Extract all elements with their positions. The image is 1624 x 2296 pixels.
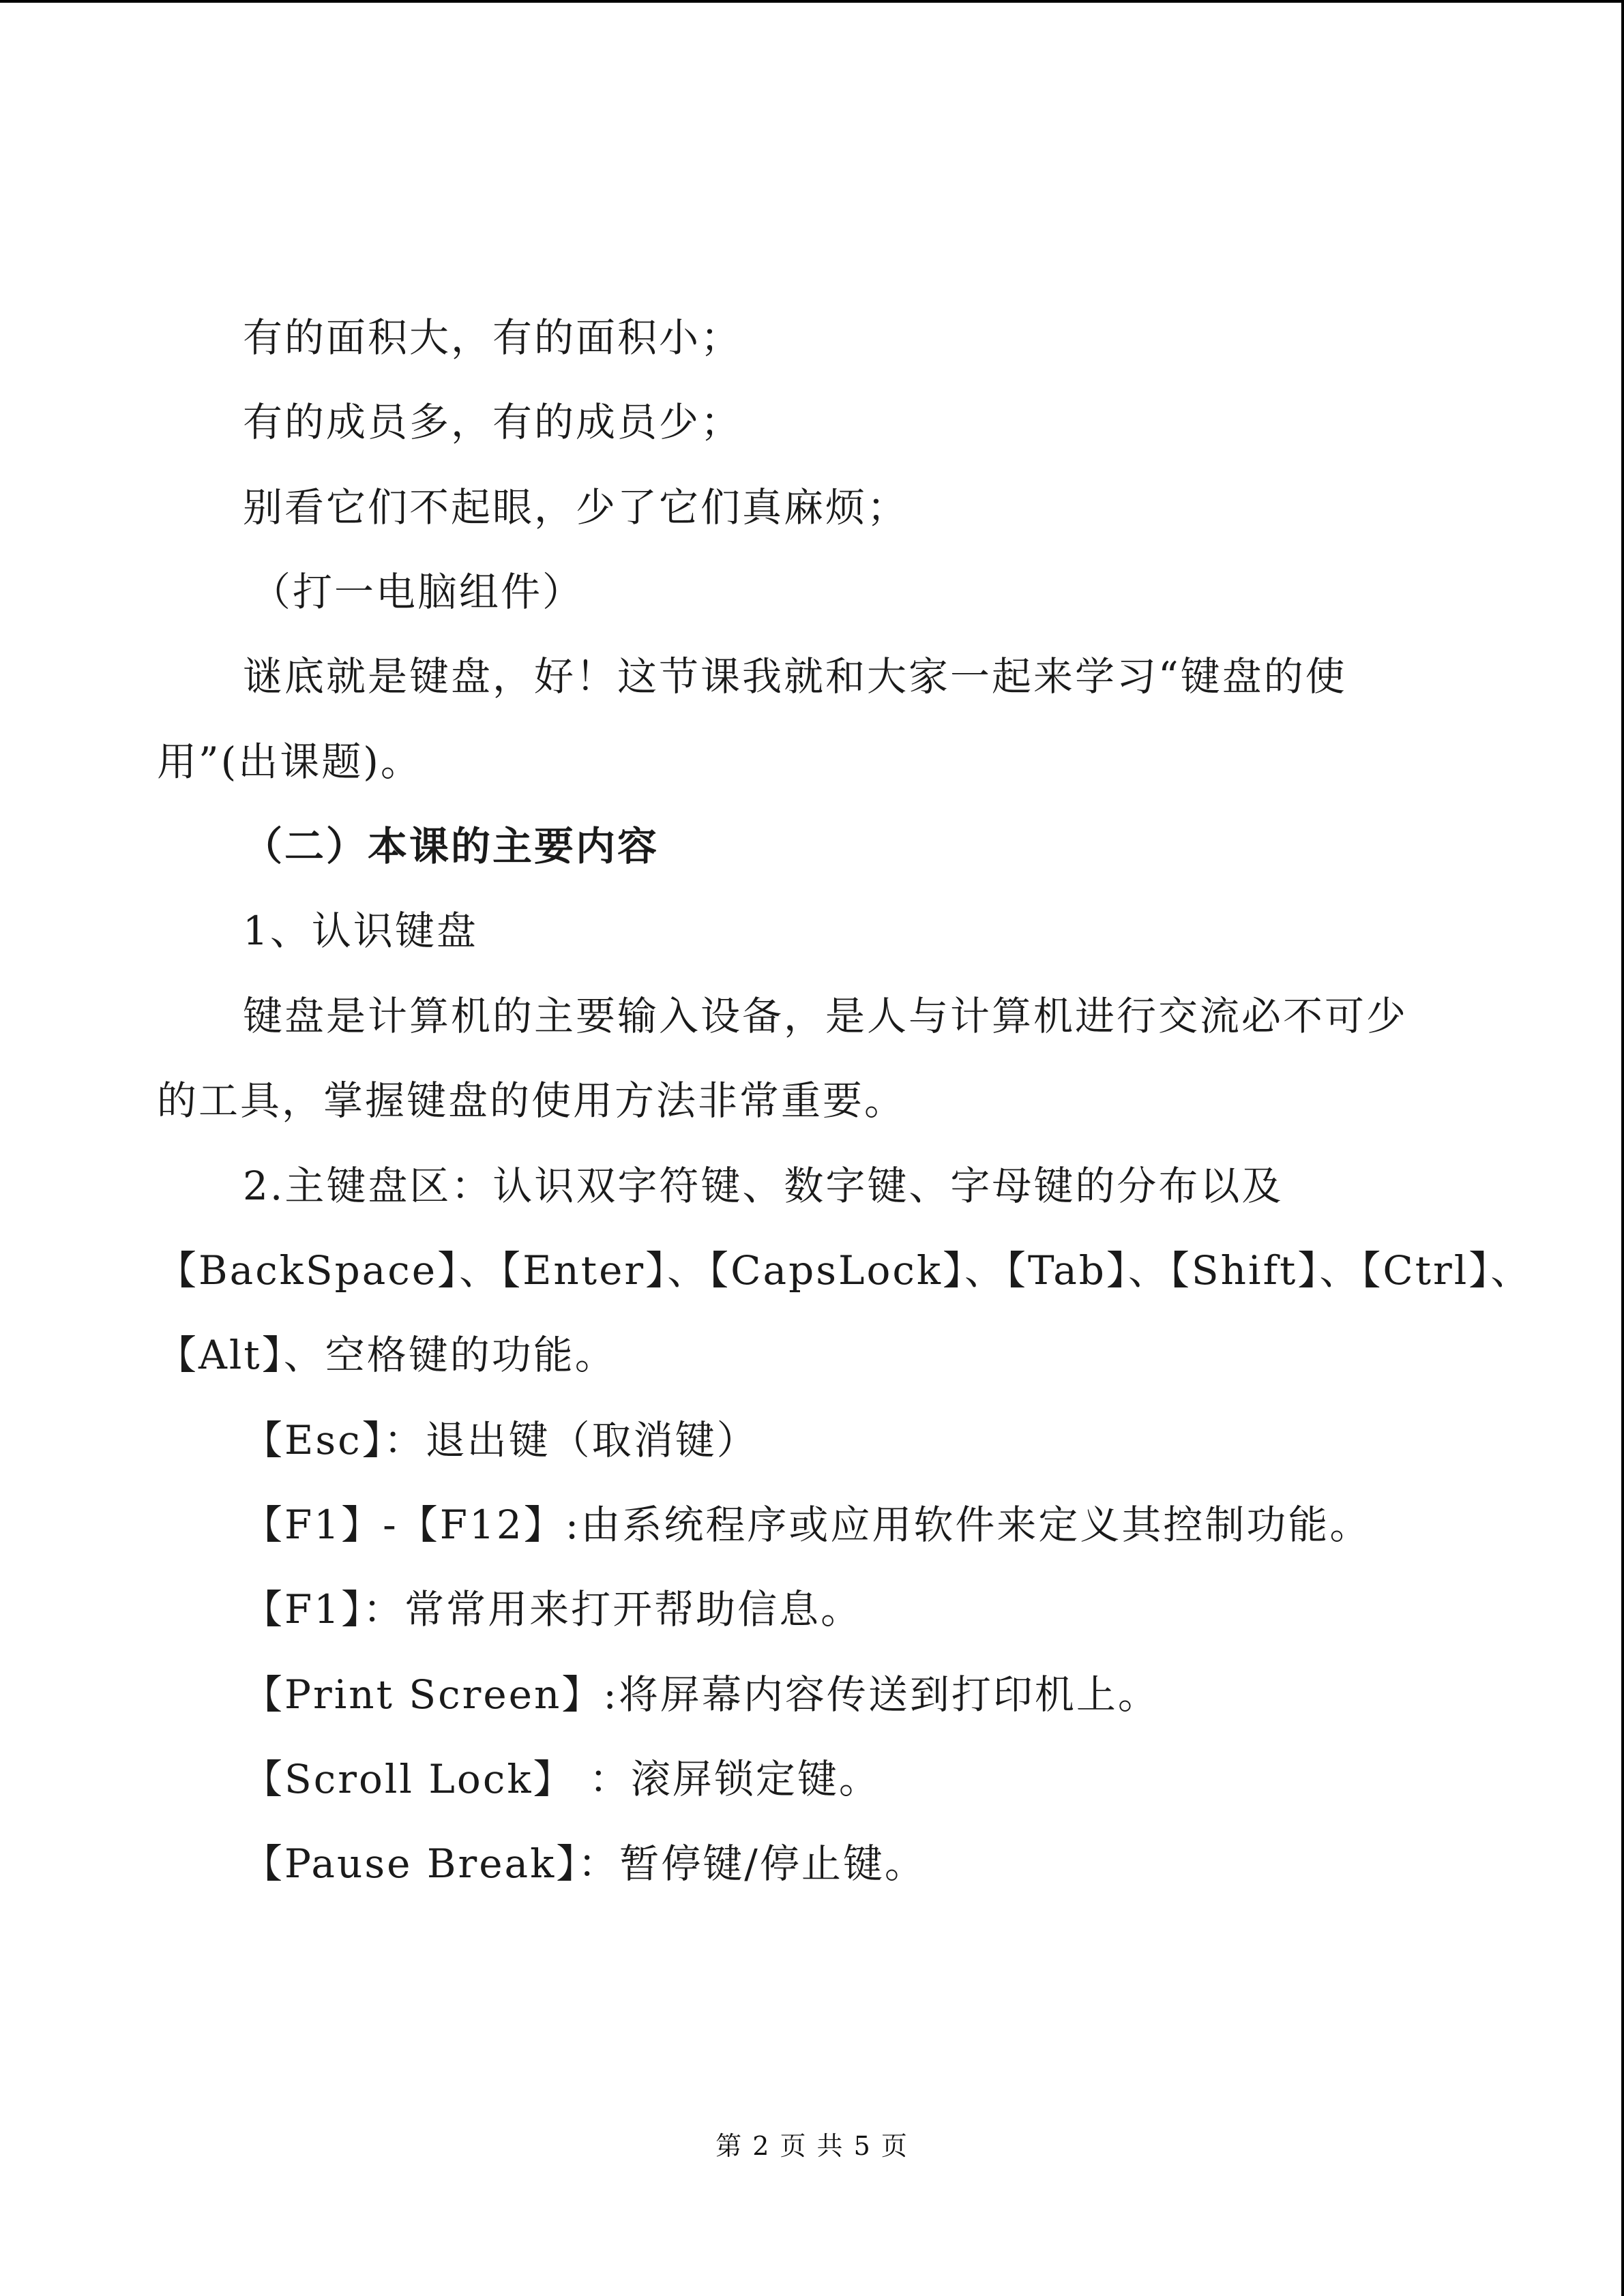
key-f1-f12-description: 【F1】-【F12】:由系统程序或应用软件来定义其控制功能。 — [243, 1502, 1372, 1548]
subheading-know-keyboard: 1、认识键盘 — [243, 908, 478, 954]
right-border-line — [1621, 0, 1624, 2296]
section-heading: （二）本课的主要内容 — [243, 823, 660, 869]
riddle-line-2: 有的成员多，有的成员少； — [243, 399, 743, 445]
main-keyboard-line-1: 2.主键盘区：认识双字符键、数字键、字母键的分布以及 — [243, 1163, 1284, 1209]
top-border-line — [0, 0, 1624, 3]
main-keyboard-line-3: 【Alt】、空格键的功能。 — [157, 1332, 617, 1378]
riddle-line-3: 别看它们不起眼，少了它们真麻烦； — [243, 484, 909, 531]
key-f1-description: 【F1】：常常用来打开帮助信息。 — [243, 1586, 863, 1632]
key-scrolllock-description: 【Scroll Lock】 ：滚屏锁定键。 — [243, 1756, 881, 1802]
riddle-line-1: 有的面积大，有的面积小； — [243, 314, 743, 361]
keyboard-intro-line-1: 键盘是计算机的主要输入设备，是人与计算机进行交流必不可少 — [243, 993, 1408, 1039]
main-keyboard-line-2: 【BackSpace】、【Enter】、【CapsLock】、【Tab】、【Shift】、【Ctrl】、 — [157, 1247, 1533, 1294]
key-esc-description: 【Esc】：退出键（取消键） — [243, 1417, 758, 1463]
riddle-answer-line-1: 谜底就是键盘，好！这节课我就和大家一起来学习“键盘的使 — [243, 653, 1347, 700]
riddle-answer-line-2: 用”(出课题)。 — [157, 739, 422, 785]
key-pausebreak-description: 【Pause Break】：暂停键/停止键。 — [243, 1840, 926, 1887]
key-printscreen-description: 【Print Screen】:将屏幕内容传送到打印机上。 — [243, 1671, 1160, 1718]
riddle-hint: （打一电脑组件） — [251, 569, 585, 615]
keyboard-intro-line-2: 的工具，掌握键盘的使用方法非常重要。 — [157, 1077, 906, 1124]
page-number-footer: 第 2 页 共 5 页 — [715, 2131, 909, 2161]
